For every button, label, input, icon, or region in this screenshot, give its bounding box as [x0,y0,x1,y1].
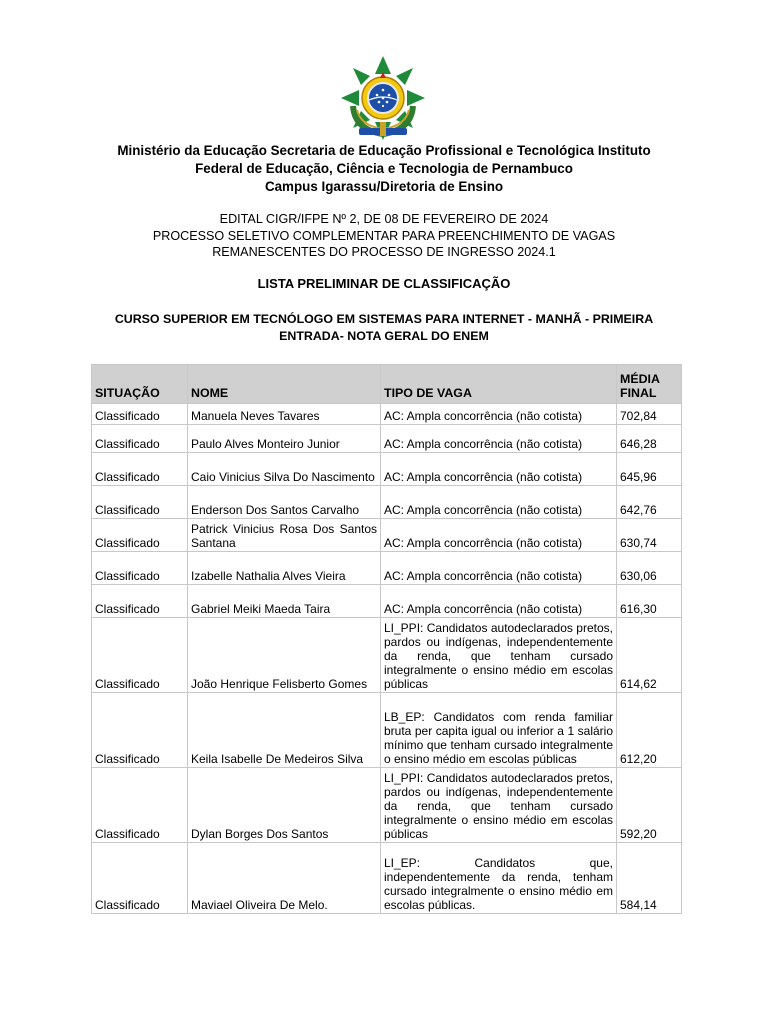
table-row [92,486,682,519]
cell-media: 642,76 [617,486,682,519]
cell-situacao: Classificado [92,768,188,843]
cell-media: 630,06 [617,552,682,585]
table-row [92,768,682,843]
cell-media: 616,30 [617,585,682,618]
cell-situacao: Classificado [92,486,188,519]
table-row [92,519,682,552]
table-row [92,618,682,693]
table-row [92,425,682,453]
cell-situacao: Classificado [92,552,188,585]
table-row [92,552,682,585]
cell-media: 702,84 [617,404,682,425]
column-header-tipo: TIPO DE VAGA [381,365,617,404]
cell-nome: Gabriel Meiki Maeda Taira [188,585,381,618]
cell-nome: João Henrique Felisberto Gomes [188,618,381,693]
cell-situacao: Classificado [92,519,188,552]
course-line: CURSO SUPERIOR EM TECNÓLOGO EM SISTEMAS PARA INTERNET - MANHÃ - PRIMEIRA [114,311,654,326]
course-heading [80,311,688,345]
institution-line: Federal de Educação, Ciência e Tecnologia de Pernambuco [195,161,573,176]
cell-media: 612,20 [617,693,682,768]
table-row [92,693,682,768]
column-header-media-line: FINAL [620,386,657,400]
cell-tipo: LI_PPI: Candidatos autodeclarados pretos, pardos ou indígenas, independentemente da renda, que tenham cursado integralmente o ensino médio em escolas públicas [381,768,617,843]
cell-media: 584,14 [617,843,682,914]
cell-tipo: AC: Ampla concorrência (não cotista) [381,486,617,519]
cell-nome: Maviael Oliveira De Melo. [188,843,381,914]
table-row [92,404,682,425]
table-row [92,585,682,618]
cell-situacao: Classificado [92,693,188,768]
cell-tipo: AC: Ampla concorrência (não cotista) [381,453,617,486]
cell-nome: Caio Vinicius Silva Do Nascimento [188,453,381,486]
cell-media: 645,96 [617,453,682,486]
brazil-coat-of-arms-icon [339,54,427,142]
cell-tipo: AC: Ampla concorrência (não cotista) [381,585,617,618]
cell-situacao: Classificado [92,585,188,618]
cell-media: 630,74 [617,519,682,552]
classification-table [91,364,682,914]
edital-line: EDITAL CIGR/IFPE Nº 2, DE 08 DE FEVEREIRO DE 2024 [219,212,549,226]
document-header [80,142,688,345]
institution-line: Campus Igarassu/Diretoria de Ensino [264,179,504,194]
edital-line: PROCESSO SELETIVO COMPLEMENTAR PARA PREENCHIMENTO DE VAGAS [152,228,616,243]
table-header-row [92,365,682,404]
column-header-nome: NOME [188,365,381,404]
cell-media: 646,28 [617,425,682,453]
column-header-media [617,365,682,404]
cell-tipo: AC: Ampla concorrência (não cotista) [381,519,617,552]
column-header-situacao: SITUAÇÃO [92,365,188,404]
cell-nome: Manuela Neves Tavares [188,404,381,425]
edital-heading [80,211,688,261]
cell-tipo: AC: Ampla concorrência (não cotista) [381,425,617,453]
course-line: ENTRADA- NOTA GERAL DO ENEM [279,328,489,343]
cell-media: 592,20 [617,768,682,843]
cell-situacao: Classificado [92,404,188,425]
column-header-media-line: MÉDIA [620,372,660,386]
cell-situacao: Classificado [92,453,188,486]
edital-line: REMANESCENTES DO PROCESSO DE INGRESSO 2024.1 [212,245,556,259]
cell-nome: Dylan Borges Dos Santos [188,768,381,843]
table-row [92,453,682,486]
table-row [92,843,682,914]
cell-media: 614,62 [617,618,682,693]
cell-tipo: AC: Ampla concorrência (não cotista) [381,404,617,425]
cell-tipo: AC: Ampla concorrência (não cotista) [381,552,617,585]
list-title: LISTA PRELIMINAR DE CLASSIFICAÇÃO [257,275,511,291]
cell-situacao: Classificado [92,843,188,914]
cell-situacao: Classificado [92,618,188,693]
cell-tipo: LI_PPI: Candidatos autodeclarados pretos, pardos ou indígenas, independentemente da renda, que tenham cursado integralmente o ensino médio em escolas públicas [381,618,617,693]
cell-nome: Paulo Alves Monteiro Junior [188,425,381,453]
cell-nome: Enderson Dos Santos Carvalho [188,486,381,519]
cell-nome: Patrick Vinicius Rosa Dos Santos Santana [188,519,381,552]
cell-situacao: Classificado [92,425,188,453]
institution-heading [80,142,688,196]
cell-tipo: LB_EP: Candidatos com renda familiar bruta per capita igual ou inferior a 1 salário mínimo que tenham cursado integralmente o ensino médio em escolas públicas [381,693,617,768]
institution-line: Ministério da Educação Secretaria de Educação Profissional e Tecnológica Instituto [117,143,651,158]
cell-nome: Keila Isabelle De Medeiros Silva [188,693,381,768]
cell-tipo: LI_EP: Candidatos que, independentemente da renda, tenham cursado integralmente o ensino médio em escolas públicas. [381,843,617,914]
cell-nome: Izabelle Nathalia Alves Vieira [188,552,381,585]
